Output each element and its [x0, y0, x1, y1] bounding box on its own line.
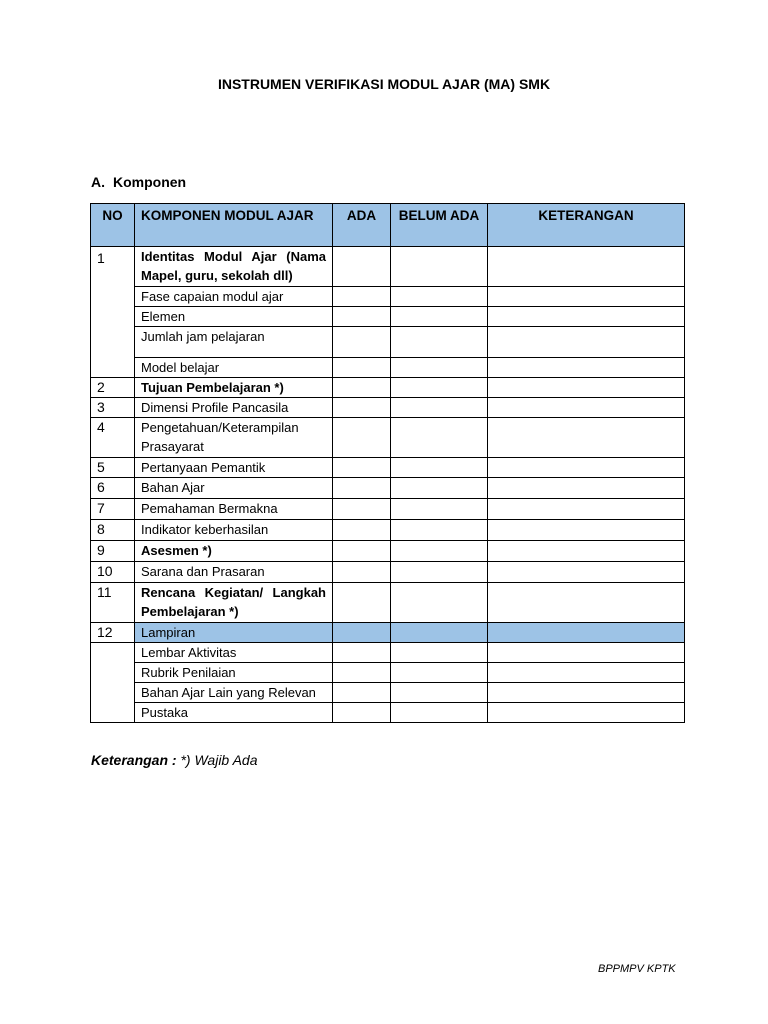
table-row	[91, 418, 685, 458]
section-heading	[91, 174, 186, 190]
checkbox-ada-cell[interactable]	[333, 398, 391, 418]
checkbox-belum-ada-cell[interactable]	[391, 683, 488, 703]
document-title: INSTRUMEN VERIFIKASI MODUL AJAR (MA) SMK	[217, 76, 551, 92]
checkbox-belum-ada-cell[interactable]	[391, 541, 488, 562]
keterangan-cell[interactable]	[488, 643, 685, 663]
checkbox-ada-cell[interactable]	[333, 287, 391, 307]
checkbox-belum-ada-cell[interactable]	[391, 478, 488, 499]
checkbox-ada-cell[interactable]	[333, 478, 391, 499]
row-component: Rencana Kegiatan/ Langkah Pembelajaran *)	[135, 583, 333, 623]
row-number: 11	[91, 583, 135, 623]
row-component: Pengetahuan/Keterampilan Prasayarat	[135, 418, 333, 458]
table-row	[91, 307, 685, 327]
checkbox-belum-ada-cell[interactable]	[391, 703, 488, 723]
checkbox-ada-cell[interactable]	[333, 458, 391, 478]
row-number: 9	[91, 541, 135, 562]
table-row	[91, 458, 685, 478]
keterangan-cell[interactable]	[488, 703, 685, 723]
table-row	[91, 541, 685, 562]
checkbox-belum-ada-cell[interactable]	[391, 643, 488, 663]
row-component: Elemen	[135, 307, 333, 327]
keterangan-cell[interactable]	[488, 287, 685, 307]
checkbox-belum-ada-cell[interactable]	[391, 398, 488, 418]
keterangan-cell[interactable]	[488, 418, 685, 458]
checkbox-belum-ada-cell[interactable]	[391, 663, 488, 683]
row-component: Tujuan Pembelajaran *)	[135, 378, 333, 398]
table-row	[91, 583, 685, 623]
checkbox-belum-ada-cell[interactable]	[391, 458, 488, 478]
keterangan-cell[interactable]	[488, 398, 685, 418]
checkbox-belum-ada-cell[interactable]	[391, 358, 488, 378]
checkbox-belum-ada-cell[interactable]	[391, 327, 488, 358]
checkbox-belum-ada-cell[interactable]	[391, 307, 488, 327]
keterangan-cell[interactable]	[488, 458, 685, 478]
row-number	[91, 643, 135, 723]
keterangan-cell[interactable]	[488, 378, 685, 398]
row-number: 5	[91, 458, 135, 478]
keterangan-cell[interactable]	[488, 623, 685, 643]
row-component: Identitas Modul Ajar (Nama Mapel, guru, sekolah dll)	[135, 247, 333, 287]
table-row	[91, 683, 685, 703]
row-component: Indikator keberhasilan	[135, 520, 333, 541]
keterangan-cell[interactable]	[488, 358, 685, 378]
row-component: Pemahaman Bermakna	[135, 499, 333, 520]
checkbox-belum-ada-cell[interactable]	[391, 520, 488, 541]
row-number: 10	[91, 562, 135, 583]
keterangan-cell[interactable]	[488, 583, 685, 623]
keterangan-cell[interactable]	[488, 562, 685, 583]
header-no: NO	[91, 204, 135, 247]
checkbox-belum-ada-cell[interactable]	[391, 287, 488, 307]
keterangan-cell[interactable]	[488, 663, 685, 683]
checkbox-ada-cell[interactable]	[333, 520, 391, 541]
table-row	[91, 499, 685, 520]
checkbox-belum-ada-cell[interactable]	[391, 499, 488, 520]
legend-note	[91, 752, 258, 768]
row-number: 8	[91, 520, 135, 541]
row-component: Rubrik Penilaian	[135, 663, 333, 683]
header-belum-ada: BELUM ADA	[391, 204, 488, 247]
keterangan-cell[interactable]	[488, 541, 685, 562]
checkbox-ada-cell[interactable]	[333, 583, 391, 623]
header-ada: ADA	[333, 204, 391, 247]
table-row	[91, 287, 685, 307]
table-row-highlighted	[91, 623, 685, 643]
row-number: 1	[91, 247, 135, 378]
row-component: Dimensi Profile Pancasila	[135, 398, 333, 418]
checkbox-ada-cell[interactable]	[333, 327, 391, 358]
header-komponen: KOMPONEN MODUL AJAR	[135, 204, 333, 247]
row-component: Jumlah jam pelajaran	[135, 327, 333, 358]
checkbox-belum-ada-cell[interactable]	[391, 378, 488, 398]
checkbox-ada-cell[interactable]	[333, 643, 391, 663]
row-number: 12	[91, 623, 135, 643]
section-number: A.	[91, 174, 105, 190]
table-row	[91, 358, 685, 378]
row-component: Lembar Aktivitas	[135, 643, 333, 663]
row-number: 6	[91, 478, 135, 499]
section-label: Komponen	[113, 174, 187, 190]
checkbox-ada-cell[interactable]	[333, 378, 391, 398]
row-number: 7	[91, 499, 135, 520]
table-row	[91, 327, 685, 358]
table-row	[91, 562, 685, 583]
keterangan-cell[interactable]	[488, 478, 685, 499]
keterangan-cell[interactable]	[488, 307, 685, 327]
row-number: 2	[91, 378, 135, 398]
table-row	[91, 520, 685, 541]
row-component: Bahan Ajar Lain yang Relevan	[135, 683, 333, 703]
checkbox-ada-cell[interactable]	[333, 562, 391, 583]
checkbox-ada-cell[interactable]	[333, 703, 391, 723]
row-component: Lampiran	[135, 623, 333, 643]
checkbox-ada-cell[interactable]	[333, 307, 391, 327]
row-component: Asesmen *)	[135, 541, 333, 562]
table-row	[91, 643, 685, 663]
checkbox-belum-ada-cell[interactable]	[391, 623, 488, 643]
keterangan-cell[interactable]	[488, 520, 685, 541]
checkbox-ada-cell[interactable]	[333, 663, 391, 683]
keterangan-cell[interactable]	[488, 327, 685, 358]
component-table	[90, 203, 685, 723]
row-component: Sarana dan Prasaran	[135, 562, 333, 583]
checkbox-ada-cell[interactable]	[333, 418, 391, 458]
checkbox-belum-ada-cell[interactable]	[391, 418, 488, 458]
keterangan-cell[interactable]	[488, 499, 685, 520]
keterangan-cell[interactable]	[488, 247, 685, 287]
checkbox-belum-ada-cell[interactable]	[391, 583, 488, 623]
row-component: Model belajar	[135, 358, 333, 378]
checkbox-ada-cell[interactable]	[333, 499, 391, 520]
header-keterangan: KETERANGAN	[488, 204, 685, 247]
legend-label: Keterangan :	[91, 752, 177, 768]
table-row	[91, 247, 685, 287]
keterangan-cell[interactable]	[488, 683, 685, 703]
row-component: Pertanyaan Pemantik	[135, 458, 333, 478]
checkbox-ada-cell[interactable]	[333, 683, 391, 703]
row-number: 3	[91, 398, 135, 418]
row-number: 4	[91, 418, 135, 458]
checkbox-ada-cell[interactable]	[333, 358, 391, 378]
checkbox-belum-ada-cell[interactable]	[391, 247, 488, 287]
table-row	[91, 703, 685, 723]
row-component: Bahan Ajar	[135, 478, 333, 499]
table-row	[91, 378, 685, 398]
table-header-row	[91, 204, 685, 247]
checkbox-ada-cell[interactable]	[333, 541, 391, 562]
table-row	[91, 398, 685, 418]
table-row	[91, 478, 685, 499]
checkbox-belum-ada-cell[interactable]	[391, 562, 488, 583]
legend-text: *) Wajib Ada	[180, 752, 258, 768]
row-component: Fase capaian modul ajar	[135, 287, 333, 307]
row-component: Pustaka	[135, 703, 333, 723]
table-row	[91, 663, 685, 683]
footer-organization: BPPMPV KPTK	[598, 963, 676, 975]
checkbox-ada-cell[interactable]	[333, 623, 391, 643]
checkbox-ada-cell[interactable]	[333, 247, 391, 287]
